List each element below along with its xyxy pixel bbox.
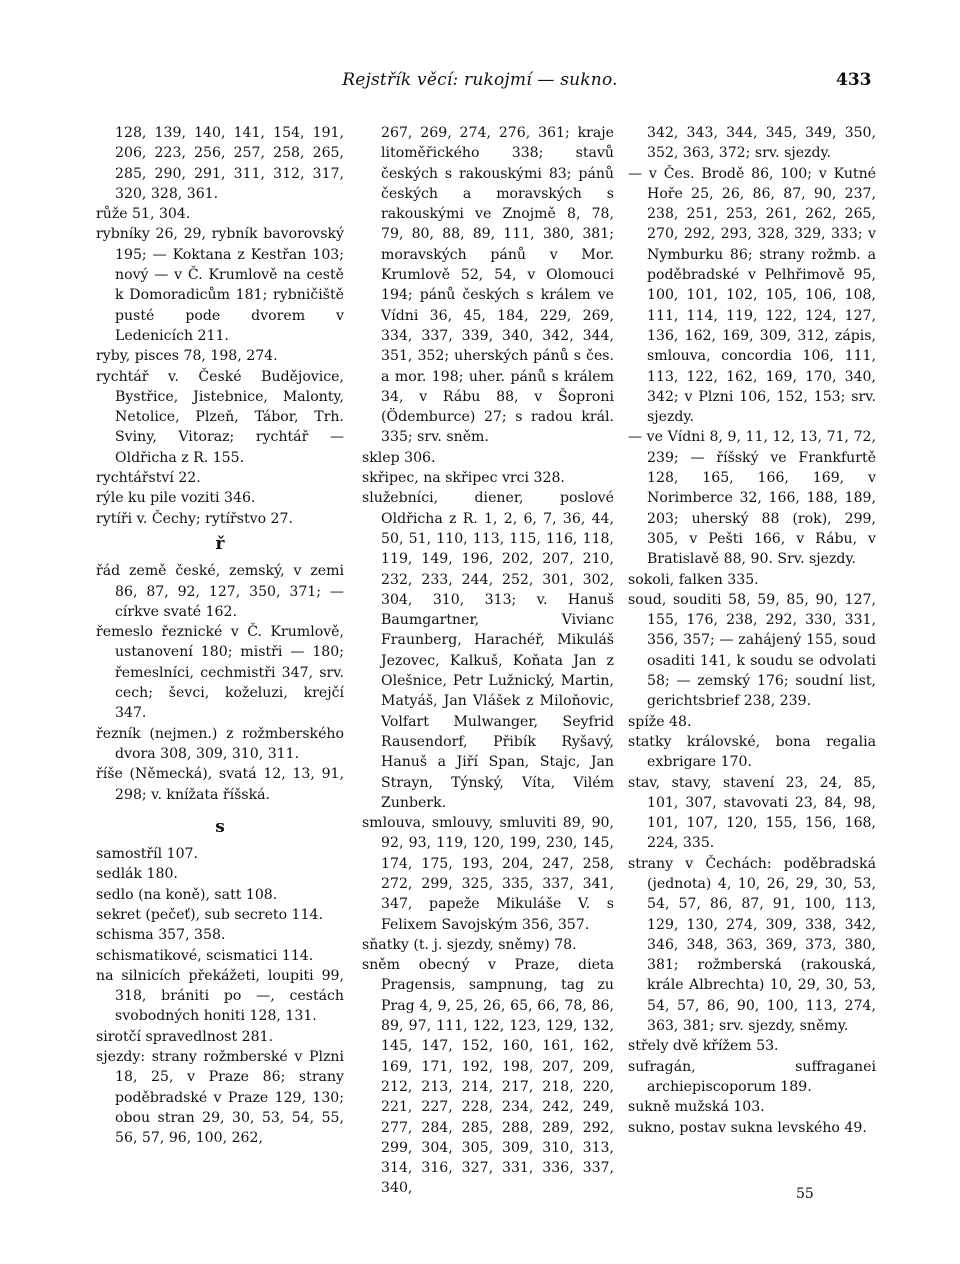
index-entry: sirotčí spravedlnost 281. (96, 1028, 274, 1045)
index-entry: sedlák 180. (96, 866, 178, 883)
index-column-3 (628, 123, 876, 1138)
index-entry: ryby, pisces 78, 198, 274. (96, 348, 278, 365)
index-entry: sklep 306. (362, 449, 436, 466)
index-entry: 128, 139, 140, 141, 154, 191, 206, 223, 256, 257, 258, 265, 285, 290, 291, 311, 312, 317, 320, 328, 361. (115, 125, 344, 202)
index-entry: sokoli, falken 335. (628, 571, 759, 588)
index-entry: schismatikové, scismatici 114. (96, 947, 314, 964)
index-entry: sněm obecný v Praze, dieta Pragensis, sampnung, tag zu Prag 4, 9, 25, 26, 65, 66, 78, 86, 89, 97, 111, 122, 123, 129, 132, 145, 147, 152, 160, 161, 162, 169, 171, 192, 198, 207, 209, 212, 213, 214, 217, 218, 220, 221, 227, 228, 234, 242, 249, 277, 284, 285, 288, 289, 292, 299, 304, 305, 309, 310, 313, 314, 316, 327, 331, 336, 337, 340, (362, 957, 614, 1197)
index-entry: soud, souditi 58, 59, 85, 90, 127, 155, 176, 238, 292, 330, 331, 356, 357; — zahájený 155, soud osaditi 141, k soudu se odvolati 58; — zemský 176; soudní list, gerichtsbrief 238, 239. (628, 591, 876, 710)
index-entry: rybníky 26, 29, rybník bavorovský 195; — Koktana z Kestřan 103; nový — v Č. Krumlově na cestě k Domoradicům 181; rybničiště pusté pode dvorem v Ledenicích 211. (96, 226, 344, 344)
index-entry: — v Čes. Brodě 86, 100; v Kutné Hoře 25, 26, 86, 87, 90, 237, 238, 251, 253, 261, 262, 265, 270, 292, 293, 328, 329, 333; v Nymburku 86; strany rožmb. a poděbradské v Pelhřimově 95, 100, 101, 102, 105, 106, 108, 111, 114, 119, 122, 124, 127, 136, 162, 169, 309, 312, zápis, smlouva, concordia 106, 111, 113, 122, 162, 169, 170, 340, 342; v Plzni 106, 152, 153; srv. sjezdy. (628, 165, 876, 426)
index-entry: střely dvě křížem 53. (628, 1038, 779, 1055)
index-column-2 (362, 123, 614, 1199)
running-head-title: Rejstřík věcí: rukojmí — sukno. (342, 70, 618, 90)
index-entry: sukno, postav sukna levského 49. (628, 1119, 867, 1136)
index-entry: skřipec, na skřipec vrci 328. (362, 470, 565, 487)
section-letter: ř (215, 533, 225, 554)
index-entry: služebníci, diener, poslové Oldřicha z R. 1, 2, 6, 7, 36, 44, 50, 51, 110, 113, 115, 116, 118, 119, 149, 196, 202, 207, 210, 232, 233, 244, 252, 301, 302, 304, 310, 313; v. Hanuš Baumgartner, Vivianc Fraunberg, Harachéř, Mikuláš Jezovec, Kalkuš, Koňata Jan z Olešnice, Petr Lužnický, Martin, Matyáš, Jan Vlášek z Miloňovic, Volfart Mulwanger, Seyfrid Rausendorf, Přibík Ryšavý, Hanuš a Jiří Span, Stajc, Jan Strayn, Týnský, Víta, Vilém Zunberk. (362, 490, 614, 811)
index-entry: řád země české, zemský, v zemi 86, 87, 92, 127, 350, 371; — církve svaté 162. (96, 563, 344, 620)
index-entry: smlouva, smlouvy, smluviti 89, 90, 92, 93, 119, 120, 199, 230, 145, 174, 175, 193, 204, 247, 258, 272, 299, 325, 335, 337, 341, 347, papeže Mikuláše V. s Felixem Savojským 356, 357. (362, 815, 614, 933)
index-entry: řemeslo řeznické v Č. Krumlově, ustanovení 180; mistři — 180; řemeslníci, cechmistři 347, srv. cech; ševci, koželuzi, krejčí 347. (96, 624, 344, 722)
index-entry: samostříl 107. (96, 846, 198, 863)
signature-mark: 55 (796, 1186, 814, 1202)
index-entry: spíže 48. (628, 713, 692, 730)
page-number: 433 (836, 70, 872, 90)
index-entry: schisma 357, 358. (96, 927, 226, 944)
index-entry: rýle ku pile voziti 346. (96, 490, 256, 507)
index-entry: sedlo (na koně), satt 108. (96, 886, 278, 903)
index-entry: říše (Německá), svatá 12, 13, 91, 298; v. knížata říšská. (96, 766, 344, 803)
index-entry: sjezdy: strany rožmberské v Plzni 18, 25, v Praze 86; strany poděbradské v Praze 129, 130; obou stran 29, 30, 53, 54, 55, 56, 57, 96, 100, 262, (96, 1049, 344, 1147)
index-entry: růže 51, 304. (96, 206, 191, 223)
index-entry: 267, 269, 274, 276, 361; kraje litoměřického 338; stavů českých s rakouskými 83; pánů českých a moravských s rakouskými ve Znojmě 8, 78, 79, 80, 88, 89, 111, 380, 381; moravských pánů v Mor. Krumlově 52, 54, v Olomouci 194; pánů českých s králem ve Vídni 36, 45, 184, 229, 269, 334, 337, 339, 340, 342, 344, 351, 352; uherských pánů s čes. a mor. 198; uher. pánů s králem 34, v Rábu 88, v Šoproni (Ödemburce) 27; s radou král. 335; srv. sněm. (381, 125, 614, 446)
index-entry: statky královské, bona regalia exbrigare 170. (628, 733, 876, 771)
index-entry: rytíři v. Čechy; rytířstvo 27. (96, 510, 293, 527)
index-entry: stav, stavy, stavení 23, 24, 85, 101, 307, stavovati 23, 84, 98, 101, 107, 120, 155, 156, 168, 224, 335. (628, 774, 876, 852)
index-entry: na silnicích překážeti, loupiti 99, 318, brániti po —, cestách svobodných honiti 128, 131. (96, 967, 344, 1025)
index-entry: strany v Čechách: poděbradská (jednota) 4, 10, 26, 29, 30, 53, 54, 57, 86, 87, 91, 100, 113, 129, 130, 274, 309, 338, 342, 346, 348, 363, 369, 373, 380, 381; rožmberská (rakouská, krále Albrechta) 10, 29, 30, 53, 54, 57, 86, 90, 100, 113, 274, 363, 381; srv. sjezdy, sněmy. (628, 855, 876, 1035)
section-letter: s (215, 816, 225, 837)
index-entry: — ve Vídni 8, 9, 11, 12, 13, 71, 72, 239; — říšský ve Frankfurtě 128, 165, 166, 169, v Norimberce 32, 166, 188, 189, 203; uherský 88 (rok), 299, 305, v Pešti 166, v Rábu, v Bratislavě 88, 90. Srv. sjezdy. (628, 429, 876, 568)
index-entry: sekret (pečeť), sub secreto 114. (96, 906, 323, 923)
index-entry: sňatky (t. j. sjezdy, sněmy) 78. (362, 936, 577, 953)
index-entry: 342, 343, 344, 345, 349, 350, 352, 363, 372; srv. sjezdy. (647, 125, 876, 162)
index-entry: rychtář v. České Budějovice, Bystřice, Jistebnice, Malonty, Netolice, Plzeň, Tábor, Trh. Sviny, Vitoraz; rychtář — Oldřicha z R. 155. (96, 368, 344, 466)
index-entry: řezník (nejmen.) z rožmberského dvora 308, 309, 310, 311. (96, 725, 344, 762)
index-entry: sukně mužská 103. (628, 1099, 765, 1116)
index-column-1 (96, 123, 344, 1149)
index-entry: rychtářství 22. (96, 470, 201, 487)
index-entry: sufragán, suffraganei archiepiscoporum 189. (628, 1058, 876, 1095)
